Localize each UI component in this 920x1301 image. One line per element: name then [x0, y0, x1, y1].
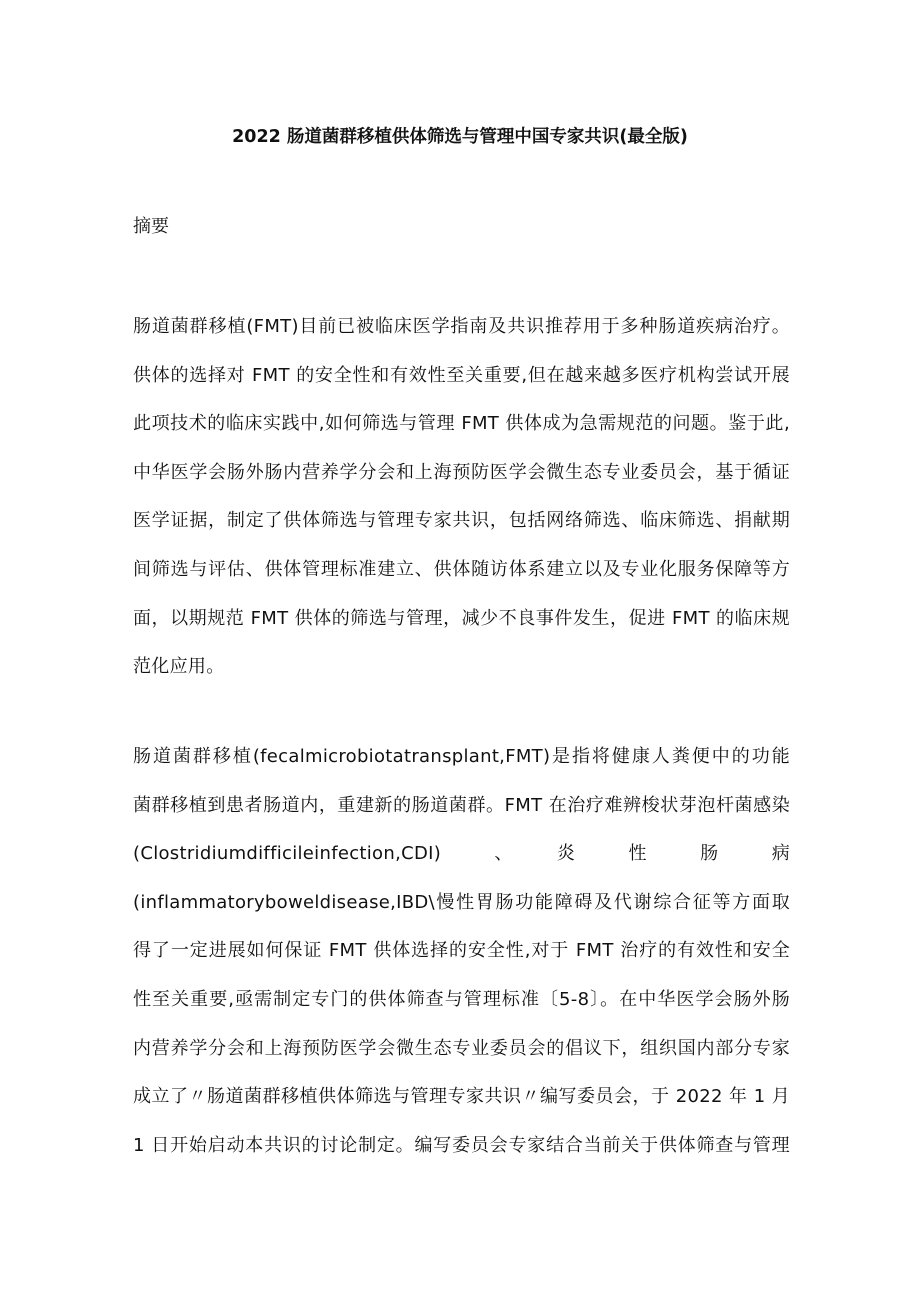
document-title: 2022 肠道菌群移植供体筛选与管理中国专家共识(最全版) [232, 127, 688, 147]
paragraph-line: 内营养学分会和上海预防医学会微生态专业委员会的倡议下，组织国内部分专家 [133, 1037, 790, 1059]
paragraph-line: 此项技术的临床实践中,如何筛选与管理 FMT 供体成为急需规范的问题。鉴于此, [133, 413, 790, 435]
abstract-paragraph [133, 312, 790, 701]
paragraph-line: 1 日开始启动本共识的讨论制定。编写委员会专家结合当前关于供体筛查与管理 [133, 1134, 790, 1156]
paragraph-line: 面，以期规范 FMT 供体的筛选与管理，减少不良事件发生，促进 FMT 的临床规 [133, 607, 790, 629]
paragraph-line: 性至关重要,亟需制定专门的供体筛查与管理标准〔5-8〕。在中华医学会肠外肠 [133, 988, 790, 1010]
paragraph-line: (inflammatoryboweldisease,IBD\慢性胃肠功能障碍及代谢综合征等方面取 [133, 891, 790, 913]
paragraph-line: 成立了〃肠道菌群移植供体筛选与管理专家共识〃编写委员会，于 2022 年 1 月 [133, 1086, 790, 1108]
paragraph-line: 菌群移植到患者肠道内，重建新的肠道菌群。FMT 在治疗难辨梭状芽泡杆菌感染 [133, 794, 790, 816]
paragraph-line: 范化应用。 [133, 656, 225, 678]
paragraph-line: 医学证据，制定了供体筛选与管理专家共识，包括网络筛选、临床筛选、捐献期 [133, 510, 790, 532]
paragraph-line: 肠道菌群移植(fecalmicrobiotatransplant,FMT)是指将健康人粪便中的功能 [133, 746, 790, 767]
paragraph-line: 中华医学会肠外肠内营养学分会和上海预防医学会微生态专业委员会，基于循证 [133, 461, 790, 483]
paragraph-line: 肠道菌群移植(FMT)目前已被临床医学指南及共识推荐用于多种肠道疾病治疗。 [133, 316, 790, 337]
paragraph-line: 供体的选择对 FMT 的安全性和有效性至关重要,但在越来越多医疗机构尝试开展 [133, 364, 790, 386]
paragraph-line: (Clostridiumdifficileinfection,CDI) 、 炎 性 肠 病 [133, 843, 790, 865]
intro-paragraph [133, 742, 790, 1179]
paragraph-line: 得了一定进展如何保证 FMT 供体选择的安全性,对于 FMT 治疗的有效性和安全 [133, 940, 790, 962]
abstract-heading: 摘要 [133, 216, 169, 237]
paragraph-line: 间筛选与评估、供体管理标准建立、供体随访体系建立以及专业化服务保障等方 [133, 558, 790, 580]
